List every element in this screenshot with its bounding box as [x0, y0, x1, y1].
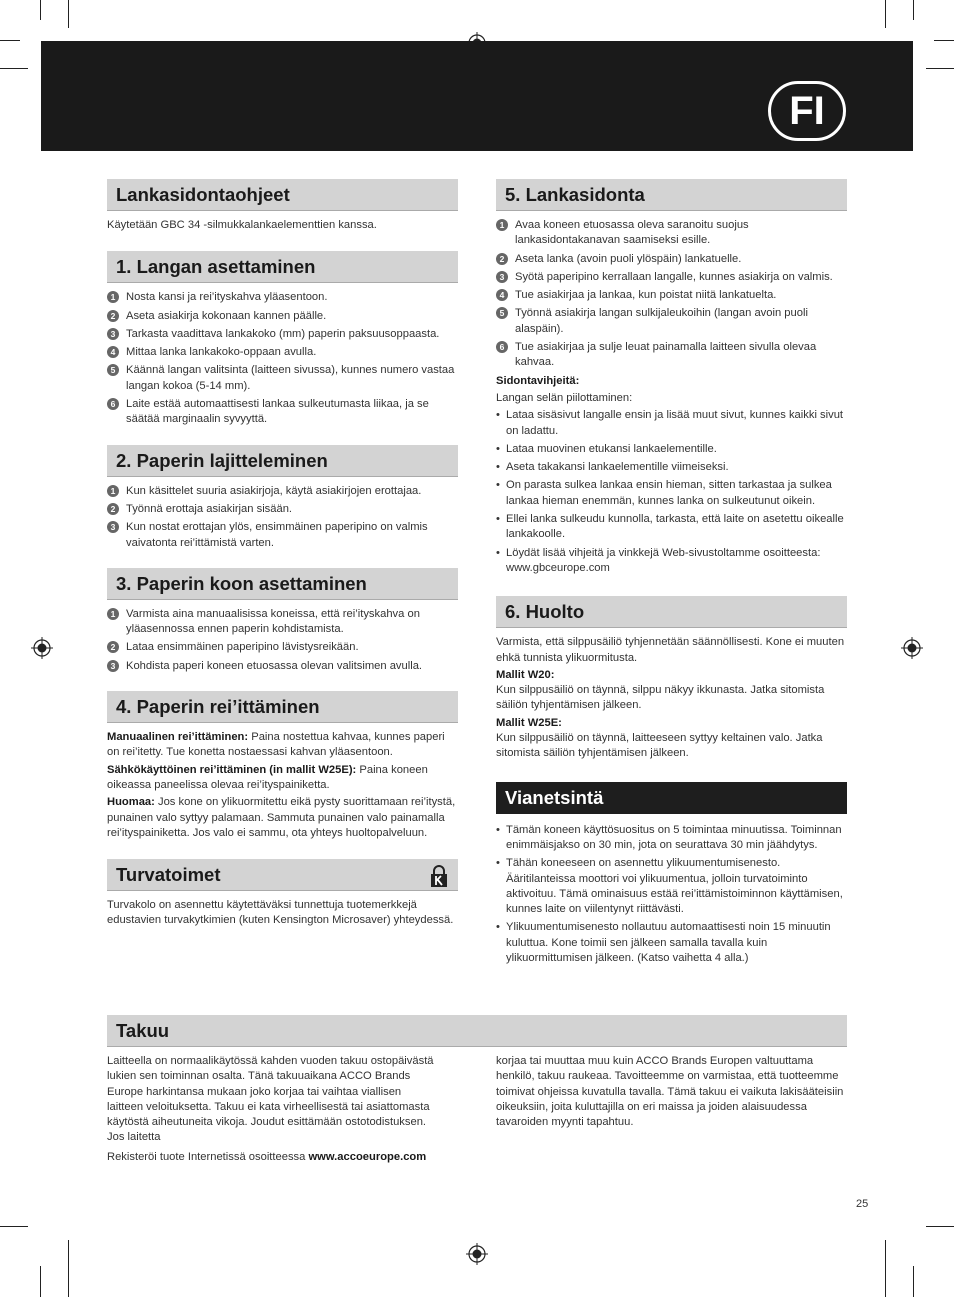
crop-mark	[68, 0, 69, 28]
paragraph: Varmista, että silppusäiliö tyhjennetään säännöllisesti. Kone ei muuten ehkä tunnista ylikuormitusta.	[496, 636, 845, 664]
list-item: 2 Aseta lanka (avoin puoli ylöspäin) lankatuelle.	[496, 252, 847, 267]
list-item: 5 Työnnä asiakirja langan sulkijaleukoihin (langan avoin puoli alaspäin).	[496, 306, 847, 337]
section-title: 6. Huolto	[496, 596, 847, 628]
kensington-lock-icon	[429, 864, 449, 888]
list-item: • Lataa sisäsivut langalle ensin ja lisää muut sivut, kunnes kaikki sivut on ladattu.	[496, 408, 847, 439]
list-item: 3 Tarkasta vaadittava lankakoko (mm) paperin paksuusoppaasta.	[107, 327, 458, 342]
paragraph: korjaa tai muuttaa muu kuin ACCO Brands Europen valtuuttama henkilö, takuu raukeaa. Tavoitteemme on varmistaa, että tuotteemme toimivat ohjeissa kuvatulla tavalla. Tämä takuu ei vaikuta lakisääteisiin oikeuksiin, joita kuluttajilla on eri maissa ja joiden alaisuudessa tavaroiden myynti tapahtuu.	[496, 1055, 844, 1129]
list-item: 2 Aseta asiakirja kokonaan kannen päälle.	[107, 309, 458, 324]
right-column	[496, 179, 847, 969]
step-list	[107, 607, 458, 674]
crop-mark	[885, 1240, 886, 1297]
section-title: 4. Paperin rei’ittäminen	[107, 691, 458, 723]
troubleshooting-list	[496, 823, 847, 967]
list-item: 3 Kun nostat erottajan ylös, ensimmäinen paperipino on valmis vaivatonta rei’ittämistä varten.	[107, 520, 458, 551]
list-item: • Ellei lanka sulkeudu kunnolla, tarkasta, että laite on asetettu oikealle lankakoolle.	[496, 512, 847, 543]
tips-list	[496, 408, 847, 576]
list-item: • Ylikuumentumisenesto nollautuu automaattisesti noin 15 minuutin kuluttua. Kone toimii sen jälkeen samalla tavalla kuin ylikuormittumisen jälkeen. (Katso vaihetta 4 alla.)	[496, 920, 847, 966]
list-item: 1 Varmista aina manuaalisissa koneissa, että rei’ityskahva on yläasennossa ennen paperin kohdistamista.	[107, 607, 458, 638]
step-list	[107, 484, 458, 551]
section-title: Turvatoimet	[107, 859, 458, 891]
crop-mark	[0, 40, 20, 41]
paragraph: Sähkökäyttöinen rei’ittäminen (in mallit W25E): Paina koneen oikeassa paneelissa olevaa rei’ityspainiketta.	[107, 763, 428, 791]
step-list	[496, 218, 847, 371]
paragraph: Rekisteröi tuote Internetissä osoitteessa www.accoeurope.com	[107, 1150, 427, 1163]
crop-mark	[926, 68, 954, 69]
paragraph: Huomaa: Jos kone on ylikuormitettu eikä pysty suorittamaan rei’itystä, punainen valo syttyy palamaan. Sammuta punainen valo painamalla rei’ityspainiketta. Jos valo ei sammu, ota yhteys huoltopalveluun.	[107, 796, 456, 839]
subheading: Sidontavihjeitä:	[496, 374, 580, 387]
list-item: 5 Käännä langan valitsinta (laitteen sivussa), kunnes numero vastaa langan kokoa (5-14 mm).	[107, 363, 458, 394]
list-item: 4 Tue asiakirjaa ja lankaa, kun poistat niitä lankatuelta.	[496, 288, 847, 303]
section-title: 3. Paperin koon asettaminen	[107, 568, 458, 600]
subheading: Mallit W20:	[496, 668, 555, 681]
list-item: 1 Avaa koneen etuosassa oleva saranoitu suojus lankasidontakanavan saamiseksi esille.	[496, 218, 847, 249]
list-item: 3 Kohdista paperi koneen etuosassa olevan valitsimen avulla.	[107, 659, 458, 674]
registration-mark-icon	[901, 637, 923, 659]
list-item: • Tämän koneen käyttösuositus on 5 toimintaa minuutissa. Toiminnan enimmäisjakso on 30 min, jota on seurattava 30 min jäähdytys.	[496, 823, 847, 854]
paragraph: Laitteella on normaalikäytössä kahden vuoden takuu ostopäivästä lukien sen toiminnan osalta. Tänä takuuaikana ACCO Brands Europe harkintansa mukaan joko korjaa tai vaihtaa viallisen laitteen veloituksetta. Takuu ei kata virheellisestä tai asiattomasta käytöstä aiheutuneita vikoja. Joudut esittämään ostotodistuksen. Jos laitetta	[107, 1055, 434, 1144]
section-title: 1. Langan asettaminen	[107, 251, 458, 283]
list-item: • Lataa muovinen etukansi lankaelementille.	[496, 442, 847, 457]
intro-text: Käytetään GBC 34 -silmukkalankaelementtien kanssa.	[107, 219, 377, 231]
section-title: Takuu	[107, 1015, 847, 1047]
crop-mark	[934, 40, 954, 41]
list-item: • Löydät lisää vihjeitä ja vinkkejä Web-sivustoltamme osoitteesta: www.gbceurope.com	[496, 546, 847, 577]
crop-mark	[40, 0, 41, 20]
registration-mark-icon	[466, 1243, 488, 1265]
crop-mark	[913, 1266, 914, 1297]
left-column	[107, 179, 458, 931]
paragraph: Kun silppusäiliö on täynnä, silppu näkyy ikkunasta. Jatka sitomista säiliön tyhjentämisen jälkeen.	[496, 684, 825, 712]
list-item: • Tähän koneeseen on asennettu ylikuumentumisenesto. Ääritilanteissa moottori voi ylikuumentua, jolloin turvatoiminto aktivoituu. Tämä ominaisuus estää rei’ittämistoiminnon käyttämisen, kunnes laite on viilentynyt riittävästi.	[496, 856, 847, 917]
list-item: • Aseta takakansi lankaelementille viimeiseksi.	[496, 460, 847, 475]
paragraph: Manuaalinen rei’ittäminen: Paina nostettua kahvaa, kunnes paperi on rei’itetty. Tue konetta nostaessasi kahvan yläasentoon.	[107, 731, 445, 759]
subheading: Mallit W25E:	[496, 716, 562, 729]
registration-mark-icon	[31, 637, 53, 659]
section-title: 2. Paperin lajitteleminen	[107, 445, 458, 477]
list-item: • On parasta sulkea lankaa ensin hieman, sitten tarkastaa ja sulkea lankaa hieman enemmän, kunnes lanka on sulkeutunut oikein.	[496, 478, 847, 509]
crop-mark	[0, 1226, 28, 1227]
step-list	[107, 290, 458, 427]
list-item: 6 Tue asiakirjaa ja sulje leuat painamalla laitteen sivulla olevaa kahvaa.	[496, 340, 847, 371]
language-badge: FI	[768, 81, 846, 141]
warranty-right	[496, 1054, 846, 1132]
list-item: 3 Syötä paperipino kerrallaan langalle, kunnes asiakirja on valmis.	[496, 270, 847, 285]
section-title: 5. Lankasidonta	[496, 179, 847, 211]
paragraph: Turvakolo on asennettu käytettäväksi tunnettuja tuotemerkkejä edustavien turvakytkimien (kuten Kensington Microsaver) yhteydessä.	[107, 899, 454, 927]
crop-mark	[926, 1226, 954, 1227]
list-item: 6 Laite estää automaattisesti lankaa sulkeutumasta liikaa, ja se säätää marginaalin syvyyttä.	[107, 397, 458, 428]
list-item: 2 Työnnä erottaja asiakirjan sisään.	[107, 502, 458, 517]
website-link[interactable]: www.accoeurope.com	[308, 1150, 427, 1163]
crop-mark	[0, 68, 28, 69]
page-number: 25	[856, 1198, 869, 1210]
crop-mark	[913, 0, 914, 20]
section-title: Lankasidontaohjeet	[107, 179, 458, 211]
paragraph: Langan selän piilottaminen:	[496, 391, 633, 404]
warranty-left	[107, 1054, 437, 1167]
paragraph: Kun silppusäiliö on täynnä, laitteeseen syttyy keltainen valo. Jatka sitomista säiliön tyhjentämisen jälkeen.	[496, 732, 823, 760]
section-title: Vianetsintä	[496, 782, 847, 814]
list-item: 4 Mittaa lanka lankakoko-oppaan avulla.	[107, 345, 458, 360]
crop-mark	[40, 1266, 41, 1297]
list-item: 2 Lataa ensimmäinen paperipino lävistysreikään.	[107, 640, 458, 655]
crop-mark	[885, 0, 886, 28]
crop-mark	[68, 1240, 69, 1297]
list-item: 1 Kun käsittelet suuria asiakirjoja, käytä asiakirjojen erottajaa.	[107, 484, 458, 499]
list-item: 1 Nosta kansi ja rei’ityskahva yläasentoon.	[107, 290, 458, 305]
